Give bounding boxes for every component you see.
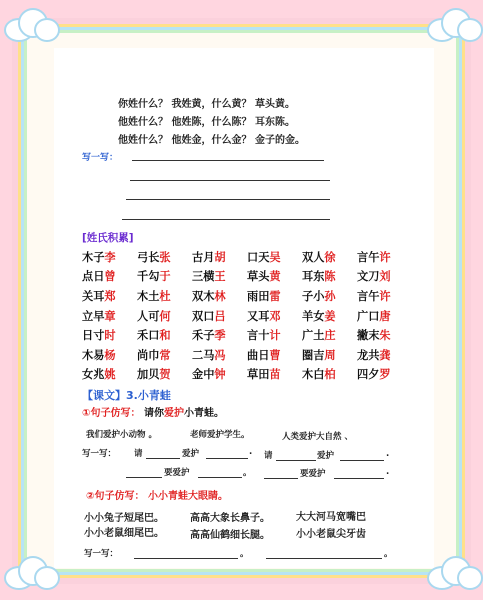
surname-parts: 双人 xyxy=(302,250,325,264)
surname-parts: 木白 xyxy=(302,368,325,382)
surname-parts: 言十 xyxy=(247,329,270,343)
write-blank-2[interactable] xyxy=(130,180,330,181)
surname-cell xyxy=(357,288,412,304)
surname-cell xyxy=(192,268,247,284)
exercise-2-example-3: 大大河马宽嘴巴 xyxy=(296,512,366,523)
surname-parts: 木土 xyxy=(137,289,160,303)
exercise-1-write-3-end: 。 xyxy=(243,468,252,478)
surname-parts: 广土 xyxy=(302,329,325,343)
surname-cell xyxy=(82,366,137,382)
surname-character: 林 xyxy=(214,289,226,303)
surname-character: 季 xyxy=(214,329,226,343)
surname-parts: 人可 xyxy=(137,309,160,323)
surname-cell xyxy=(357,268,412,284)
intro-line-3: 他姓什么？ 他姓金，什么金？ 金子的金。 xyxy=(118,135,305,146)
write-label-2: 写一写： xyxy=(82,449,117,459)
surname-parts: 言午 xyxy=(357,250,380,264)
surname-parts: 木易 xyxy=(82,348,105,362)
surname-parts: 草头 xyxy=(247,270,270,284)
surname-character: 罗 xyxy=(379,368,391,382)
surname-character: 王 xyxy=(214,270,226,284)
surname-row xyxy=(82,365,412,385)
exercise-2-example-4: 小小老鼠细尾巴。 xyxy=(84,528,164,539)
surname-cell xyxy=(137,288,192,304)
surname-cell xyxy=(137,366,192,382)
surname-parts: 羊女 xyxy=(302,309,325,323)
surname-parts: 弓长 xyxy=(137,250,160,264)
exercise-2-prompt: 小小青蛙大眼睛。 xyxy=(147,491,228,502)
surname-parts: 言午 xyxy=(357,289,380,303)
write-label-1: 写一写： xyxy=(82,153,119,163)
surname-character: 姚 xyxy=(104,368,116,382)
surname-character: 雷 xyxy=(269,289,281,303)
surname-character: 常 xyxy=(159,348,171,362)
cloud-decoration-bottom-left xyxy=(4,556,58,592)
write-blank-4[interactable] xyxy=(122,219,330,220)
surname-cell xyxy=(302,347,357,363)
surname-grid xyxy=(82,247,412,384)
exercise-1-write-1-pre: 请 xyxy=(134,449,143,459)
surname-row xyxy=(82,325,412,345)
surname-cell xyxy=(302,288,357,304)
surname-row xyxy=(82,267,412,287)
surname-cell xyxy=(302,327,357,343)
surname-parts: 关耳 xyxy=(82,289,105,303)
exercise-2-label: ②句子仿写： xyxy=(86,491,145,502)
surname-character: 唐 xyxy=(379,309,391,323)
surname-character: 杜 xyxy=(159,289,171,303)
surname-parts: 双木 xyxy=(192,289,215,303)
surname-character: 贺 xyxy=(159,368,171,382)
surname-parts: 子小 xyxy=(302,289,325,303)
surname-cell xyxy=(82,347,137,363)
exercise-2-example-6: 小小老鼠尖牙齿 xyxy=(296,529,366,540)
surname-cell xyxy=(192,347,247,363)
surname-character: 时 xyxy=(104,329,116,343)
surname-parts: 古月 xyxy=(192,250,215,264)
surname-parts: 文刀 xyxy=(357,270,380,284)
surname-character: 杨 xyxy=(104,348,116,362)
exercise-1-blank-1b[interactable] xyxy=(206,458,248,459)
surname-character: 曾 xyxy=(104,270,116,284)
exercise-2-example-2: 高高大象长鼻子。 xyxy=(190,513,270,524)
surname-cell xyxy=(247,308,302,324)
write-label-3: 写一写： xyxy=(84,549,119,559)
exercise-1-write-1-end: . xyxy=(249,447,253,457)
surname-character: 许 xyxy=(379,289,391,303)
surname-character: 朱 xyxy=(379,329,391,343)
surname-character: 孙 xyxy=(324,289,336,303)
exercise-1-write-2-pre: 请 xyxy=(264,451,273,461)
exercise-1-blank-4a[interactable] xyxy=(264,478,298,479)
surname-parts: 千勾 xyxy=(137,270,160,284)
surname-character: 曹 xyxy=(269,348,281,362)
surname-cell xyxy=(192,327,247,343)
surname-cell xyxy=(247,288,302,304)
surname-cell xyxy=(247,347,302,363)
surname-character: 吴 xyxy=(269,250,281,264)
surname-cell xyxy=(137,347,192,363)
surname-parts: 口天 xyxy=(247,250,270,264)
surname-cell xyxy=(247,327,302,343)
surname-cell xyxy=(137,268,192,284)
surname-cell xyxy=(82,327,137,343)
exercise-1-blank-4b[interactable] xyxy=(334,478,384,479)
exercise-1-blank-2b[interactable] xyxy=(340,460,384,461)
exercise-1-blank-1a[interactable] xyxy=(146,458,180,459)
surname-character: 柏 xyxy=(324,368,336,382)
surname-character: 计 xyxy=(269,329,281,343)
surname-parts: 立早 xyxy=(82,309,105,323)
exercise-2-end-2: 。 xyxy=(384,549,393,559)
surname-cell xyxy=(247,249,302,265)
surname-character: 冯 xyxy=(214,348,226,362)
exercise-1-example-2: 老师爱护学生。 xyxy=(190,430,250,440)
surname-cell xyxy=(82,249,137,265)
surname-cell xyxy=(357,366,412,382)
surname-character: 陈 xyxy=(324,270,336,284)
surname-parts: 曲日 xyxy=(247,348,270,362)
surname-parts: 雨田 xyxy=(247,289,270,303)
surname-parts: 撇末 xyxy=(357,329,380,343)
surname-parts: 金中 xyxy=(192,368,215,382)
exercise-1-blank-3b[interactable] xyxy=(198,477,242,478)
surname-row xyxy=(82,306,412,326)
write-blank-1[interactable] xyxy=(132,160,324,161)
exercise-1-write-3-mid: 要爱护 xyxy=(164,468,190,478)
surname-character: 黄 xyxy=(269,270,281,284)
surname-character: 张 xyxy=(159,250,171,264)
cloud-decoration-top-right xyxy=(427,6,481,42)
exercise-1-title xyxy=(82,404,224,419)
surname-character: 于 xyxy=(159,270,171,284)
surname-parts: 加贝 xyxy=(137,368,160,382)
surname-cell xyxy=(192,308,247,324)
surname-character: 章 xyxy=(104,309,116,323)
surname-character: 吕 xyxy=(214,309,226,323)
surname-cell xyxy=(192,366,247,382)
exercise-1-prompt-highlight: 爱护 xyxy=(163,408,184,419)
surname-row xyxy=(82,286,412,306)
surname-cell xyxy=(82,288,137,304)
surname-parts: 禾口 xyxy=(137,329,160,343)
surname-character: 胡 xyxy=(214,250,226,264)
write-blank-3[interactable] xyxy=(126,199,330,200)
surname-parts: 三横 xyxy=(192,270,215,284)
exercise-1-example-3: 人类爱护大自然 、 xyxy=(282,432,353,442)
exercise-1-label: ①句子仿写： xyxy=(82,408,141,419)
surname-character: 苗 xyxy=(269,368,281,382)
surname-character: 何 xyxy=(159,309,171,323)
surname-cell xyxy=(82,308,137,324)
surname-character: 李 xyxy=(104,250,116,264)
exercise-2-blank-1[interactable] xyxy=(134,558,238,559)
surname-character: 周 xyxy=(324,348,336,362)
surname-parts: 尚巾 xyxy=(137,348,160,362)
cloud-decoration-bottom-right xyxy=(427,556,481,592)
surname-cell xyxy=(247,268,302,284)
surname-row xyxy=(82,345,412,365)
surname-parts: 木子 xyxy=(82,250,105,264)
exercise-1-prompt-post: 小青蛙。 xyxy=(183,408,224,419)
exercise-2-example-5: 高高仙鹤细长腿。 xyxy=(190,530,270,541)
cloud-decoration-top-left xyxy=(4,6,58,42)
surname-row xyxy=(82,247,412,267)
lesson-title: 【课文】3.小青蛙 xyxy=(82,389,171,402)
surname-cell xyxy=(82,268,137,284)
surname-cell xyxy=(302,366,357,382)
surname-cell xyxy=(247,366,302,382)
surname-character: 刘 xyxy=(379,270,391,284)
surname-character: 许 xyxy=(379,250,391,264)
surname-parts: 双口 xyxy=(192,309,215,323)
surname-cell xyxy=(192,288,247,304)
exercise-1-write-2-end: . xyxy=(386,449,390,459)
exercise-1-blank-3a[interactable] xyxy=(126,477,162,478)
surname-character: 庄 xyxy=(324,329,336,343)
exercise-1-write-1-mid: 爱护 xyxy=(182,449,200,459)
surname-character: 徐 xyxy=(324,250,336,264)
surname-cell xyxy=(137,249,192,265)
exercise-1-write-2-mid: 爱护 xyxy=(317,451,335,461)
exercise-2-end-1: 。 xyxy=(240,549,249,559)
surname-cell xyxy=(302,308,357,324)
surname-parts: 禾子 xyxy=(192,329,215,343)
surname-cell xyxy=(302,249,357,265)
surname-character: 郑 xyxy=(104,289,116,303)
surname-parts: 四夕 xyxy=(357,368,380,382)
exercise-1-write-4-end: . xyxy=(386,467,390,477)
surname-character: 姜 xyxy=(324,309,336,323)
surname-cell xyxy=(357,327,412,343)
section-title-surnames: [姓氏积累] xyxy=(82,232,134,244)
surname-cell xyxy=(357,249,412,265)
surname-parts: 女兆 xyxy=(82,368,105,382)
surname-cell xyxy=(192,249,247,265)
surname-cell xyxy=(137,327,192,343)
surname-parts: 圈吉 xyxy=(302,348,325,362)
exercise-1-blank-2a[interactable] xyxy=(276,460,316,461)
surname-parts: 龙共 xyxy=(357,348,380,362)
surname-character: 钟 xyxy=(214,368,226,382)
surname-cell xyxy=(357,308,412,324)
surname-parts: 又耳 xyxy=(247,309,270,323)
surname-cell xyxy=(357,347,412,363)
exercise-2-title xyxy=(86,487,228,502)
surname-parts: 草田 xyxy=(247,368,270,382)
surname-character: 和 xyxy=(159,329,171,343)
surname-cell xyxy=(137,308,192,324)
surname-parts: 广口 xyxy=(357,309,380,323)
surname-cell xyxy=(302,268,357,284)
surname-parts: 点日 xyxy=(82,270,105,284)
intro-line-2: 他姓什么？ 他姓陈，什么陈？ 耳东陈。 xyxy=(118,117,295,128)
surname-character: 龚 xyxy=(379,348,391,362)
exercise-1-example-1: 我们爱护小动物 。 xyxy=(86,430,157,440)
surname-parts: 耳东 xyxy=(302,270,325,284)
intro-line-1: 你姓什么？ 我姓黄，什么黄？ 草头黄。 xyxy=(118,99,295,110)
exercise-1-write-4-mid: 要爱护 xyxy=(300,469,326,479)
exercise-1-prompt-pre: 请你 xyxy=(143,408,164,419)
surname-parts: 日寸 xyxy=(82,329,105,343)
surname-parts: 二马 xyxy=(192,348,215,362)
exercise-2-example-1: 小小兔子短尾巴。 xyxy=(84,513,164,524)
exercise-2-blank-2[interactable] xyxy=(266,558,382,559)
surname-character: 邓 xyxy=(269,309,281,323)
